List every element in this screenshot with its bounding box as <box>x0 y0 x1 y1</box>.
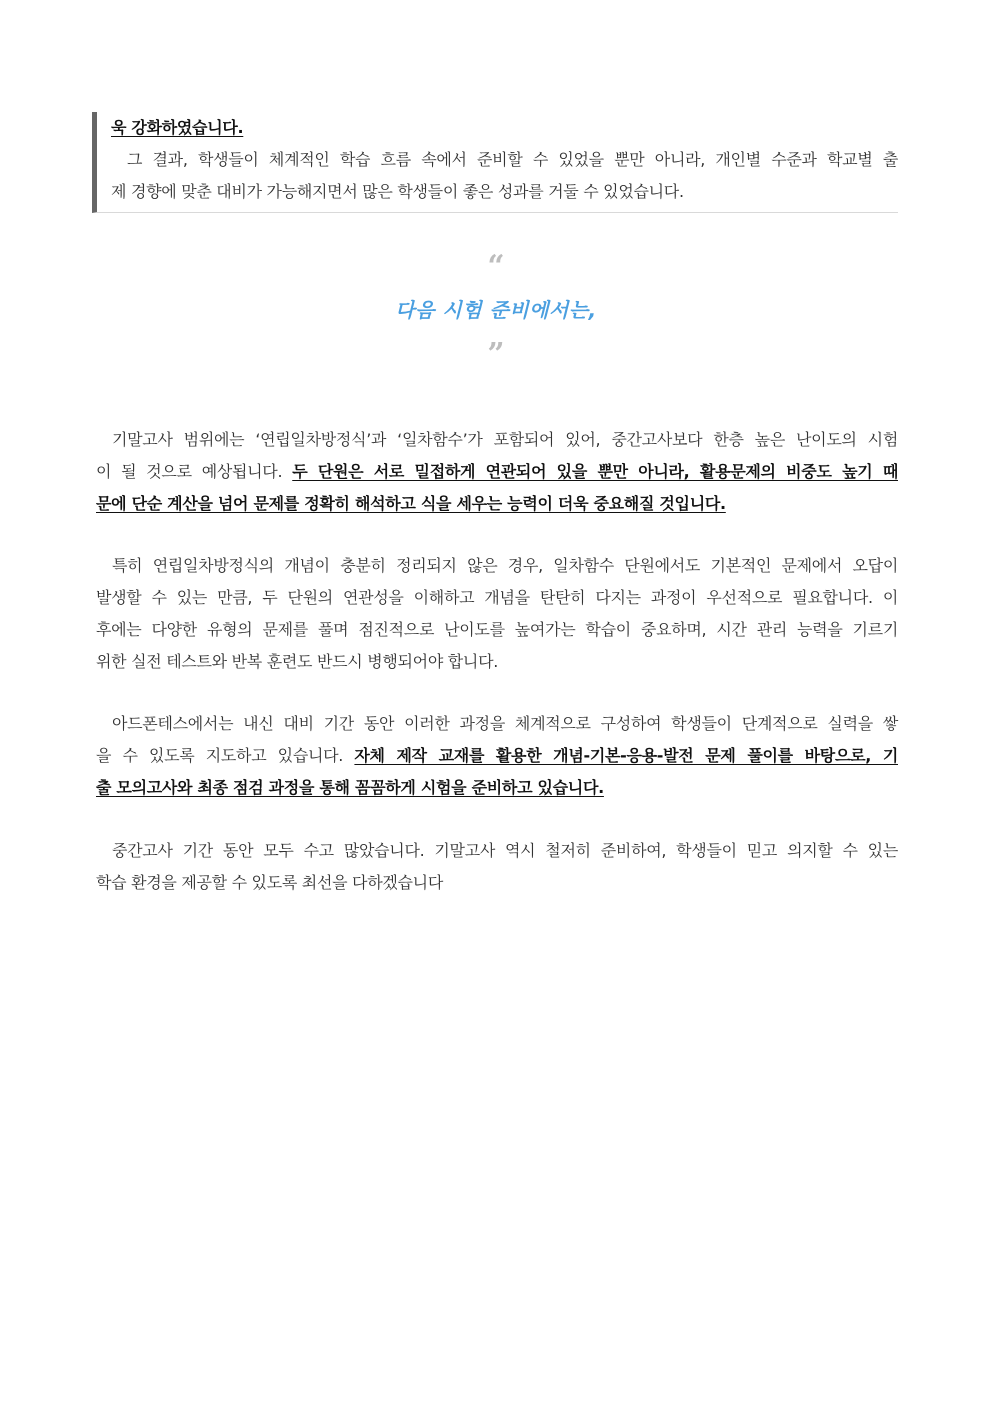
paragraph-3-line-3 <box>96 772 898 804</box>
close-quote-icon: ” <box>487 337 505 372</box>
pull-quote-close-mark <box>0 337 992 372</box>
paragraph-2-line-2: 발생할 수 있는 만큼, 두 단원의 연관성을 이해하고 개념을 탄탄히 다지는 과정이 우선적으로 필요합니다. 이 <box>96 588 898 607</box>
pull-quote-open-mark <box>0 249 992 284</box>
paragraph-4-line-2: 학습 환경을 제공할 수 있도록 최선을 다하겠습니다 <box>96 873 443 892</box>
paragraph-2-line-4: 위한 실전 테스트와 반복 훈련도 반드시 병행되어야 합니다. <box>96 652 499 671</box>
intro-line-3: 제 경향에 맞춘 대비가 가능해지면서 많은 학생들이 좋은 성과를 거둘 수 있었습니다. <box>111 182 684 201</box>
paragraph-3 <box>96 708 898 804</box>
pull-quote-text: 다음 시험 준비에서는, <box>395 298 597 322</box>
paragraph-1-line-2 <box>96 456 898 488</box>
paragraph-4-line-1: 중간고사 기간 동안 모두 수고 많았습니다. 기말고사 역시 철저히 준비하여, 학생들이 믿고 의지할 수 있는 <box>112 841 898 860</box>
paragraph-3-line-2-plain: 을 수 있도록 지도하고 있습니다. <box>96 746 355 765</box>
intro-quote-block <box>92 112 898 213</box>
paragraph-1-line-1: 기말고사 범위에는 ‘연립일차방정식’과 ‘일차함수’가 포함되어 있어, 중간고사보다 한층 높은 난이도의 시험 <box>112 430 898 449</box>
paragraph-1 <box>96 424 898 520</box>
pull-quote <box>0 294 992 323</box>
paragraph-1-line-3 <box>96 488 898 520</box>
paragraph-3-line-2-emphasis: 자체 제작 교재를 활용한 개념-기본-응용-발전 문제 풀이를 바탕으로, 기 <box>354 746 898 765</box>
paragraph-3-line-1: 아드폰테스에서는 내신 대비 기간 동안 이러한 과정을 체계적으로 구성하여 학생들이 단계적으로 실력을 쌓 <box>112 714 898 733</box>
open-quote-icon: “ <box>487 249 505 284</box>
intro-line-2: 그 결과, 학생들이 체계적인 학습 흐름 속에서 준비할 수 있었을 뿐만 아니라, 개인별 수준과 학교별 출 <box>127 150 898 169</box>
paragraph-1-line-2-emphasis: 두 단원은 서로 밀접하게 연관되어 있을 뿐만 아니라, 활용문제의 비중도 높기 때 <box>292 462 898 481</box>
paragraph-3-line-3-emphasis: 출 모의고사와 최종 점검 과정을 통해 꼼꼼하게 시험을 준비하고 있습니다. <box>96 778 604 797</box>
paragraph-1-line-2-plain: 이 될 것으로 예상됩니다. <box>96 462 293 481</box>
intro-line-1 <box>111 112 898 144</box>
paragraph-2 <box>96 550 898 678</box>
paragraph-3-line-2 <box>96 740 898 772</box>
paragraph-1-line-3-emphasis: 문에 단순 계산을 넘어 문제를 정확히 해석하고 식을 세우는 능력이 더욱 중요해질 것입니다. <box>96 494 726 513</box>
paragraph-4 <box>96 835 898 899</box>
intro-emphasis-text: 욱 강화하였습니다. <box>111 118 244 137</box>
paragraph-2-line-3: 후에는 다양한 유형의 문제를 풀며 점진적으로 난이도를 높여가는 학습이 중요하며, 시간 관리 능력을 기르기 <box>96 620 898 639</box>
paragraph-2-line-1: 특히 연립일차방정식의 개념이 충분히 정리되지 않은 경우, 일차함수 단원에서도 기본적인 문제에서 오답이 <box>112 556 898 575</box>
